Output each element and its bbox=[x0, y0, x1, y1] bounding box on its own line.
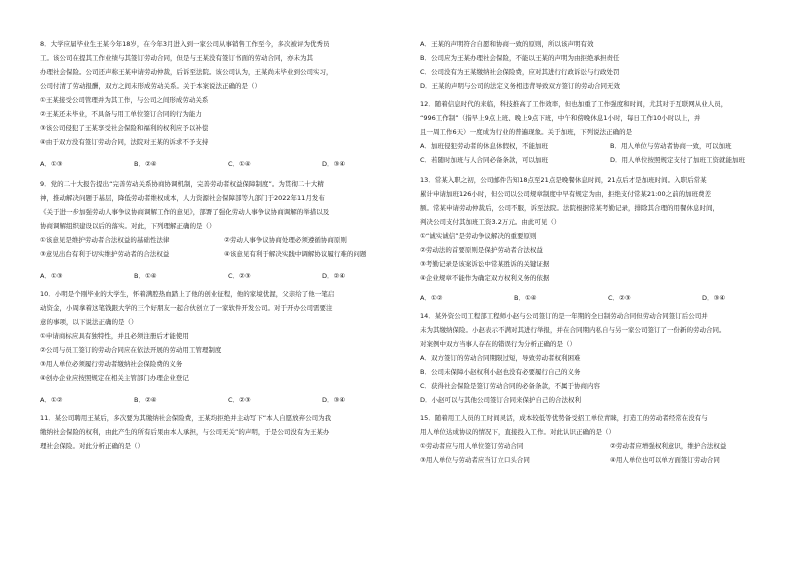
q8-stem-line: 工。该公司在提其工作业绩与其签订劳动合同，但是与王某没有签订书面的劳动合同，亦未为其 bbox=[40, 54, 313, 62]
q11-stem-line: 缴纳社会保险的权利，由此产生的所有后果由本人承担，与公司无关”的声明，于是公司没有为王某办 bbox=[40, 428, 330, 436]
q8-stem-line: 公司付清了劳动报酬，双方之间未形成劳动关系。关于本案说法正确的是（） bbox=[40, 82, 261, 90]
q15-stem-line: 用人单位达成协议的情况下，直接投入工作。对此认识正确的是（） bbox=[420, 428, 615, 436]
q10-stem-line: 10．小明是个刚毕业的大学生，怀着满腔热血踏上了他的创业征程，他的家境优渥，父亲给了他一笔启 bbox=[40, 290, 335, 298]
q15-item: ④用人单位也可以单方面签订劳动合同 bbox=[610, 456, 720, 464]
q13-options bbox=[420, 294, 794, 303]
q9-option-b[interactable]: B．①④ bbox=[134, 272, 157, 280]
q9-options bbox=[40, 272, 415, 281]
q9-item: ③意见出台有利于切实维护劳动者的合法权益 bbox=[40, 250, 170, 258]
q11-option-c[interactable]: C．公司没有为王某缴纳社会保险费，应对其进行行政诉讼与行政处罚 bbox=[420, 68, 620, 76]
q15-item: ①劳动者应与用人单位签订劳动合同 bbox=[420, 442, 524, 450]
q8-item: ①王某接受公司管理并为其工作，与公司之间形成劳动关系 bbox=[40, 96, 209, 104]
q9-item: ②劳动人事争议协商处理必须遵循协商原则 bbox=[224, 236, 347, 244]
q9-option-a[interactable]: A．①③ bbox=[40, 272, 63, 280]
q13-item: ③考勤记录是该案诉讼中常某胜诉的关键证据 bbox=[420, 260, 550, 268]
q13-option-a[interactable]: A．①② bbox=[420, 294, 443, 302]
q8-option-a[interactable]: A．①③ bbox=[40, 160, 63, 168]
q10-options bbox=[40, 396, 415, 405]
q15-stem-line: 15．随着用工人员的工时间灵活，成本较低等优势备受招工单位青睐，打造工的劳动者经常在没有与 bbox=[420, 414, 708, 422]
q8-item: ③该公司侵犯了王某享受社会保险和福利的权利应予以补偿 bbox=[40, 124, 209, 132]
q9-item: ①该意见是维护劳动者合法权益的基础性法律 bbox=[40, 236, 170, 244]
q15-item: ②劳动者应增强权利意识，维护合法权益 bbox=[610, 442, 727, 450]
q14-stem-line: 对案例中双方当事人存在的错误行为分析正确的是（） bbox=[420, 340, 576, 348]
q9-items-row bbox=[40, 250, 415, 259]
q8-item: ②王某还未毕业，不具备与用工单位签订合同的行为能力 bbox=[40, 110, 202, 118]
q13-item: ①“诚实诚信”是劳动争议解决的重要原则 bbox=[420, 232, 537, 240]
q10-item: ②公司与员工签订的劳动合同应在依法开展的劳动用工管理制度 bbox=[40, 346, 222, 354]
q8-option-b[interactable]: B．②④ bbox=[134, 160, 157, 168]
q12-options-row bbox=[420, 142, 794, 151]
q13-option-d[interactable]: D．③④ bbox=[702, 294, 726, 302]
q13-item: ④企业规章不能作为确定双方权利义务的依据 bbox=[420, 274, 550, 282]
q12-stem-line: 且一周工作6天）一度成为行业的普遍现象。关于加班，下列说法正确的是 bbox=[420, 128, 633, 136]
q9-stem-line: 9．党的二十大报告提出“完善劳动关系协商协调机制，完善劳动者权益保障制度”。为贯彻二十大精 bbox=[40, 180, 324, 188]
q10-item: ①申请商标应具有独特性，并且必须注册后才能使用 bbox=[40, 332, 189, 340]
q8-options bbox=[40, 160, 415, 169]
q13-stem-line: 累计申请加班126小时，但公司以公司规章制度中早有规定为由，拒绝支付常某21:00之前的加班费差 bbox=[420, 190, 712, 198]
q11-stem-line: 11．某公司聘用王某后，多次要为其缴纳社会保险费，王某均拒绝并主动写下“本人自愿放弃公司为我 bbox=[40, 414, 332, 422]
q9-stem-line: 协商调解组织建设以后的落实。对此，下列理解正确的是（） bbox=[40, 222, 216, 230]
q14-stem-line: 14．某外资公司工程部工程师小赵与公司签订的是一年期的全日制劳动合同但劳动合同签订后公司并 bbox=[420, 312, 708, 320]
q12-option-d[interactable]: D．用人单位按照规定支付了加班工资就能加班 bbox=[610, 156, 746, 164]
q12-option-c[interactable]: C．若随时加班与人合同必备条款，可以加班 bbox=[420, 156, 549, 164]
q14-option-b[interactable]: B．公司未保障小赵权利小赵也没有必要履行自己的义务 bbox=[420, 368, 581, 376]
q10-item: ④创办企业应按照规定在相关主管部门办理企业登记 bbox=[40, 374, 189, 382]
q11-stem-line: 理社会保险。对此分析正确的是（） bbox=[40, 442, 144, 450]
q8-option-d[interactable]: D．③④ bbox=[322, 160, 346, 168]
q12-option-b[interactable]: B．用人单位与劳动者协商一致，可以加班 bbox=[610, 142, 732, 150]
q13-item: ②劳动法的首要原则是保护劳动者合法权益 bbox=[420, 246, 543, 254]
q11-option-d[interactable]: D．王某的声明与公司的法定义务相违背导致双方签订的劳动合同无效 bbox=[420, 82, 621, 90]
q13-option-c[interactable]: C．②③ bbox=[608, 294, 631, 302]
q14-option-a[interactable]: A．双方签订的劳动合同期限过短，导致劳动者权利困难 bbox=[420, 354, 581, 362]
q8-stem-line: 8．大学应届毕业生王某今年18岁，在今年3月进入到一家公司从事销售工作至今，多次被评为优秀员 bbox=[40, 40, 330, 48]
q10-option-b[interactable]: B．②④ bbox=[134, 396, 157, 404]
q10-option-d[interactable]: D．③④ bbox=[322, 396, 346, 404]
q9-option-c[interactable]: C．②③ bbox=[228, 272, 251, 280]
q10-item: ③用人单位必须履行劳动者缴纳社会保险费的义务 bbox=[40, 360, 183, 368]
q12-options-row bbox=[420, 156, 794, 165]
q14-option-c[interactable]: C．获得社会保险是签订劳动合同的必备条款，不属于协商内容 bbox=[420, 382, 601, 390]
q11-option-a[interactable]: A．王某的声明符合自愿和协商一致的原则，所以该声明有效 bbox=[420, 40, 594, 48]
q9-stem-line: 神，推动解决问题于基层，降低劳动者维权成本，人力资源社会保障部等九部门于2022年11月发布 bbox=[40, 194, 325, 202]
q13-option-b[interactable]: B．①④ bbox=[514, 294, 537, 302]
q14-option-d[interactable]: D．小赵可以与其他公司签订合同来保护自己的合法权利 bbox=[420, 396, 582, 404]
q8-option-c[interactable]: C．①④ bbox=[228, 160, 251, 168]
q13-stem-line: 13．常某入职之初，公司邮件告知18点至21点是晚餐休息时间，21点后才是加班时间。入职后常某 bbox=[420, 176, 707, 184]
q13-stem-line: 判决公司支付其加班工资3.2万元。由此可见（） bbox=[420, 218, 561, 226]
q15-items-row bbox=[420, 456, 794, 465]
q10-option-a[interactable]: A．①② bbox=[40, 396, 63, 404]
q14-stem-line: 未为其缴纳保险。小赵表示不满对其进行举报，并在合同期内私自与另一家公司签订了一份新的劳动合同。 bbox=[420, 326, 726, 334]
q9-option-d[interactable]: D．②④ bbox=[322, 272, 346, 280]
q10-option-c[interactable]: C．②③ bbox=[228, 396, 251, 404]
q8-stem-line: 办理社会保险。公司还声称王某申请劳动仲裁，后诉至法院。该公司认为，王某尚未毕业到公司实习， bbox=[40, 68, 333, 76]
q12-stem-line: 12．随着信息时代的来临，科技推高了工作效率，但也加重了工作强度和时间，尤其对于互联网从业人员， bbox=[420, 100, 728, 108]
q10-stem-line: 意的事项，以下说法正确的是（） bbox=[40, 318, 138, 326]
q8-item: ④由于双方没有签订劳动合同，法院对王某的诉求不予支持 bbox=[40, 138, 209, 146]
q9-stem-line: 《关于进一步加强劳动人事争议协商调解工作的意见》，部署了强化劳动人事争议协商调解的举措以及 bbox=[40, 208, 330, 216]
q9-items-row bbox=[40, 236, 415, 245]
q12-stem-line: “996工作制”（指早上9点上班、晚上9点下班，中午和傍晚休息1小时，每日工作10小时以上，并 bbox=[420, 114, 701, 122]
q15-item: ③用人单位与劳动者应当订立口头合同 bbox=[420, 456, 530, 464]
q12-option-a[interactable]: A．加班侵犯劳动者的休息休假权，不能加班 bbox=[420, 142, 548, 150]
q9-item: ④该意见有利于解决实践中调解协议履行难的问题 bbox=[224, 250, 367, 258]
q15-items-row bbox=[420, 442, 794, 451]
q13-stem-line: 额。常某申请劳动仲裁后，公司不服，诉至法院。法院根据常某考勤记录，排除其合理的用餐休息时间， bbox=[420, 204, 719, 212]
q10-stem-line: 动资金，小周拿着这笔钱跟大学的三个好朋友一起合伙创立了一家软件开发公司。对于开办公司需要注 bbox=[40, 304, 333, 312]
q11-option-b[interactable]: B．公司应为王某办理社会保险，不能以王某的声明为由拒绝承担责任 bbox=[420, 54, 620, 62]
